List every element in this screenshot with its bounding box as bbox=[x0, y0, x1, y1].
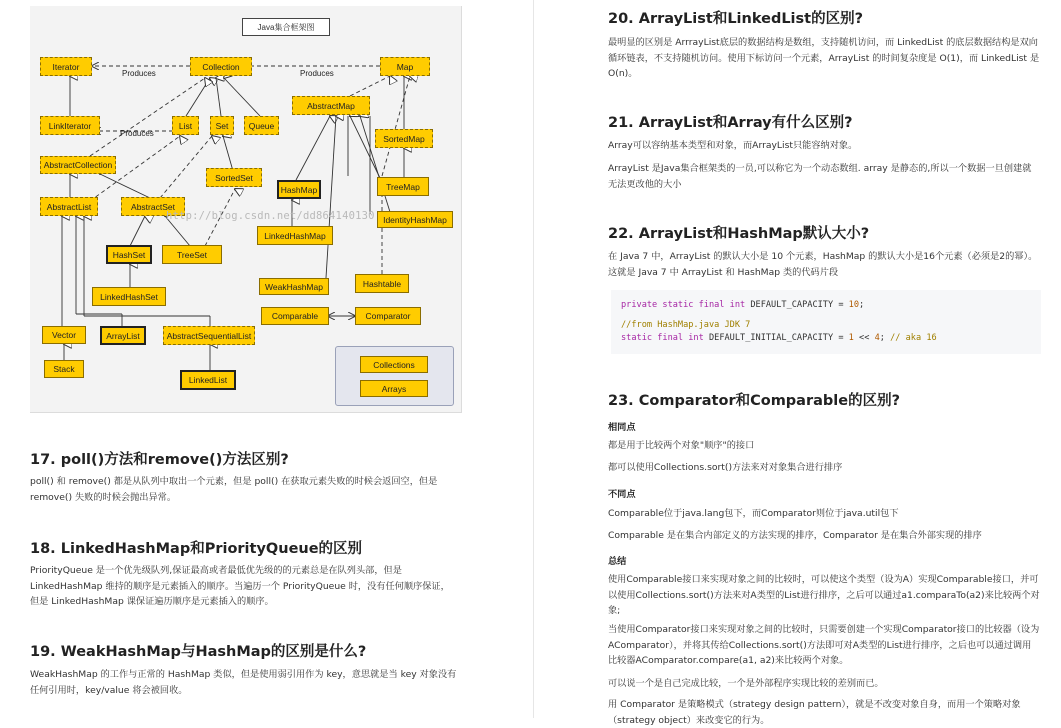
diagram-title: Java集合框架图 bbox=[242, 18, 330, 36]
q18-body: PriorityQueue 是一个优先级队列,保证最高或者最低优先级的的元素总是在队列头部，但是 LinkedHashMap 维持的顺序是元素插入的顺序。当遍历一个 PriorityQueue 时，没有任何顺序保证，但是 LinkedHashMap 课保证遍历顺序是元素插入的顺序。 bbox=[30, 565, 450, 607]
q22-heading: 22. ArrayList和HashMap默认大小? bbox=[608, 226, 870, 242]
q19-heading: 19. WeakHashMap与HashMap的区别是什么? bbox=[30, 644, 367, 660]
node-abstractset: AbstractSet bbox=[121, 197, 185, 216]
q20-body: 最明显的区别是 ArrrayList底层的数据结构是数组，支持随机访问，而 LinkedList 的底层数据结构是双向循环链表，不支持随机访问。使用下标访问一个元素，ArrayList 的时间复杂度是 O(1)，而 LinkedList 是 O(n)。 bbox=[608, 37, 1040, 79]
q23-summary-4: 用 Comparator 是策略模式（strategy design pattern），就是不改变对象自身，而用一个策略对象（strategy object）来改变它的行为。 bbox=[608, 699, 1021, 726]
diagram-watermark: http://blog.csdn.net/dd864140130 bbox=[166, 210, 375, 222]
node-sortedset: SortedSet bbox=[206, 168, 262, 187]
node-abstractsequentiallist: AbstractSequentialList bbox=[163, 326, 255, 345]
node-vector: Vector bbox=[42, 326, 86, 344]
node-set: Set bbox=[210, 116, 234, 135]
left-page bbox=[0, 0, 533, 718]
node-arraylist: ArrayList bbox=[100, 326, 146, 345]
q21-heading: 21. ArrayList和Array有什么区别? bbox=[608, 115, 853, 131]
node-abstractmap: AbstractMap bbox=[292, 96, 370, 115]
node-identityhashmap: IdentityHashMap bbox=[377, 211, 453, 228]
q23-diff-2: Comparable 是在集合内部定义的方法实现的排序，Comparator 是在集合外部实现的排序 bbox=[608, 530, 982, 541]
node-hashmap: HashMap bbox=[277, 180, 321, 199]
node-treemap: TreeMap bbox=[377, 177, 429, 196]
q17-heading: 17. poll()方法和remove()方法区别? bbox=[30, 452, 289, 468]
q23-diff-label: 不同点 bbox=[608, 489, 636, 500]
q23-summary-label: 总结 bbox=[608, 556, 627, 567]
node-collection: Collection bbox=[190, 57, 252, 76]
node-hashset: HashSet bbox=[106, 245, 152, 264]
q23-diff-1: Comparable位于java.lang包下，而Comparator则位于java.util包下 bbox=[608, 508, 899, 519]
q23-summary-2: 当使用Comparator接口来实现对象之间的比较时，只需要创建一个实现Comparator接口的比较器（设为AComparator），并将其传给Collections.sort()方法即可对A类型的List进行排序，之后也可以通过调用比较器AComparator.compare(a1, a2)来比较两个对象。 bbox=[608, 624, 1040, 666]
node-treeset: TreeSet bbox=[162, 245, 222, 264]
q22-code-block bbox=[611, 290, 1041, 354]
node-linkedlist: LinkedList bbox=[180, 370, 236, 390]
node-sortedmap: SortedMap bbox=[375, 129, 433, 148]
q23-same-1: 都是用于比较两个对象"顺序"的接口 bbox=[608, 440, 755, 451]
q18-heading: 18. LinkedHashMap和PriorityQueue的区别 bbox=[30, 541, 363, 557]
q21-body-2: ArrayList 是Java集合框架类的一员,可以称它为一个动态数组. array 是静态的,所以一个数据一旦创建就无法更改他的大小 bbox=[608, 163, 1032, 190]
code-line-2: //from HashMap.java JDK 7 bbox=[621, 320, 751, 330]
node-iterator: Iterator bbox=[40, 57, 92, 76]
q22-body: 在 Java 7 中，ArrayList 的默认大小是 10 个元素，HashMap 的默认大小是16个元素（必须是2的幂）。这就是 Java 7 中 ArrayList 和 HashMap 类的代码片段 bbox=[608, 251, 1038, 278]
q21-body-1: Array可以容纳基本类型和对象，而ArrayList只能容纳对象。 bbox=[608, 140, 858, 151]
code-line-1: private static final int DEFAULT_CAPACITY = 10; bbox=[621, 300, 865, 310]
node-map: Map bbox=[380, 57, 430, 76]
q17-body: poll() 和 remove() 都是从队列中取出一个元素，但是 poll() 在获取元素失败的时候会返回空，但是 remove() 失败的时候会抛出异常。 bbox=[30, 476, 438, 503]
produces-label: Produces bbox=[300, 69, 334, 78]
node-weakhashmap: WeakHashMap bbox=[259, 278, 329, 295]
node-comparable: Comparable bbox=[261, 307, 329, 325]
node-linkiterator: LinkIterator bbox=[40, 116, 100, 135]
node-hashtable: Hashtable bbox=[355, 274, 409, 293]
right-page bbox=[533, 0, 1061, 726]
q23-summary-3: 可以说一个是自己完成比较，一个是外部程序实现比较的差别而已。 bbox=[608, 678, 884, 689]
node-linkedhashset: LinkedHashSet bbox=[92, 287, 166, 306]
node-arrays: Arrays bbox=[360, 380, 428, 397]
node-list: List bbox=[172, 116, 199, 135]
q19-body: WeakHashMap 的工作与正常的 HashMap 类似，但是使用弱引用作为 key，意思就是当 key 对象没有任何引用时，key/value 将会被回收。 bbox=[30, 669, 457, 696]
node-collections: Collections bbox=[360, 356, 428, 373]
q20-heading: 20. ArrayList和LinkedList的区别? bbox=[608, 11, 864, 27]
node-abstractlist: AbstractList bbox=[40, 197, 98, 216]
q23-heading: 23. Comparator和Comparable的区别? bbox=[608, 393, 900, 409]
q23-same-label: 相同点 bbox=[608, 422, 636, 433]
node-linkedhashmap: LinkedHashMap bbox=[257, 226, 333, 245]
q23-same-2: 都可以使用Collections.sort()方法来对对象集合进行排序 bbox=[608, 462, 843, 473]
produces-label: Produces bbox=[122, 69, 156, 78]
q23-summary-1: 使用Comparable接口来实现对象之间的比较时，可以使这个类型（设为A）实现Comparable接口，并可以使用Collections.sort()方法来对A类型的List进行排序，之后可以通过a1.comparaTo(a2)来比较两个对象; bbox=[608, 574, 1040, 616]
node-comparator: Comparator bbox=[355, 307, 421, 325]
utility-class-legend bbox=[335, 346, 454, 406]
node-stack: Stack bbox=[44, 360, 84, 378]
code-line-3: static final int DEFAULT_INITIAL_CAPACITY = 1 << 4; // aka 16 bbox=[621, 333, 937, 343]
node-queue: Queue bbox=[244, 116, 279, 135]
node-abstractcollection: AbstractCollection bbox=[40, 156, 116, 174]
produces-label: Produces bbox=[120, 129, 154, 138]
collection-framework-diagram bbox=[30, 6, 462, 413]
